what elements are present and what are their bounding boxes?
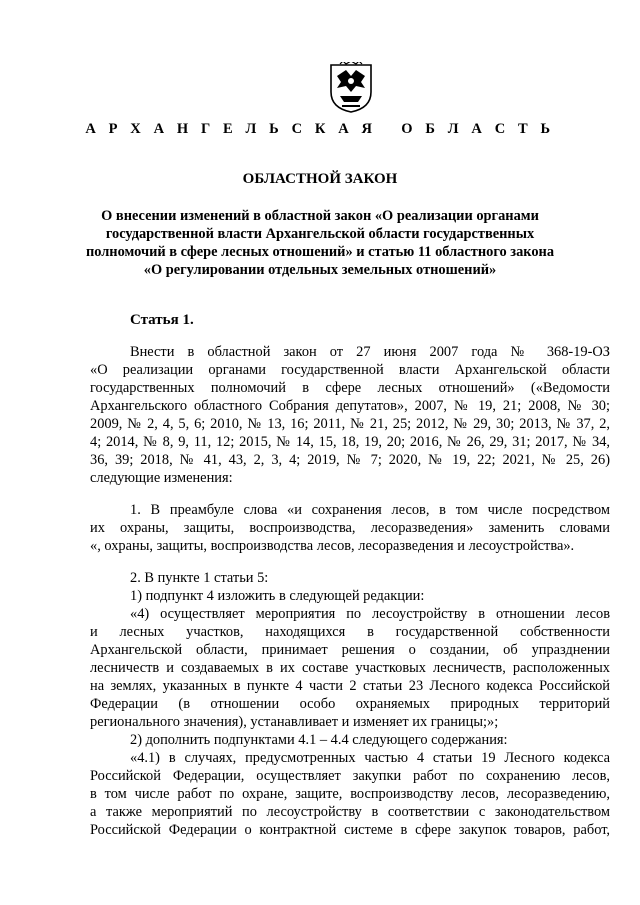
text-line: 2009, № 2, 4, 5, 6; 2010, № 13, 16; 2011, № 21, 25; 2012, № 29, 30; 2013, № 37, 2, bbox=[90, 416, 610, 432]
text-line: Федерации (в отношении особо охраняемых природных территорий bbox=[90, 696, 610, 712]
text-line: «, охраны, защиты, воспроизводства лесов, лесоразведения и лесоустройства». bbox=[90, 538, 575, 554]
text-line: Российской Федерации, осуществляет закупки работ по сохранению лесов, bbox=[90, 768, 610, 784]
amendment-item-2 bbox=[90, 569, 610, 839]
text-line: Внести в областной закон от 27 июня 2007 года № 368-19-ОЗ bbox=[130, 344, 610, 360]
text-line: следующие изменения: bbox=[90, 470, 233, 486]
text-line: 1) подпункт 4 изложить в следующей редакции: bbox=[130, 588, 425, 604]
text-line: и лесных участков, находящихся в государственной собственности bbox=[90, 624, 610, 640]
document-type: ОБЛАСТНОЙ ЗАКОН bbox=[242, 171, 398, 187]
text-line: «4) осуществляет мероприятия по лесоустройству в отношении лесов bbox=[130, 606, 610, 622]
article-intro bbox=[90, 343, 610, 487]
text-line: государственных полномочий в сфере лесных отношений» («Ведомости bbox=[90, 380, 610, 396]
text-line: а также мероприятий по лесоустройству в соответствии с законодательством bbox=[90, 804, 610, 820]
text-line: Российской Федерации о контрактной системе в сфере закупок товаров, работ, bbox=[90, 822, 610, 838]
text-line: 36, 39; 2018, № 41, 43, 2, 3, 4; 2019, № 7; 2020, № 19, 22; 2021, № 25, 26) bbox=[90, 452, 610, 468]
text-line: Архангельской области, принимает решения о создании, об упразднении bbox=[90, 642, 610, 658]
region-name: А Р Х А Н Г Е Л Ь С К А Я О Б Л А С Т Ь bbox=[85, 121, 555, 137]
text-line: «4.1) в случаях, предусмотренных частью 4 статьи 19 Лесного кодекса bbox=[130, 750, 610, 766]
title-line: О внесении изменений в областной закон «О реализации органами bbox=[101, 208, 539, 224]
text-line: 2. В пункте 1 статьи 5: bbox=[130, 570, 269, 586]
text-line: в том числе работ по охране, защите, воспроизводству лесов, лесоразведению, bbox=[90, 786, 610, 802]
title-line: «О регулировании отдельных земельных отношений» bbox=[143, 262, 497, 278]
coat-of-arms-icon bbox=[328, 62, 374, 114]
text-line: «О реализации органами государственной власти Архангельской области bbox=[90, 362, 610, 378]
article-heading: Статья 1. bbox=[130, 312, 194, 328]
law-title bbox=[0, 207, 640, 279]
text-line: 2) дополнить подпунктами 4.1 – 4.4 следующего содержания: bbox=[130, 732, 508, 748]
text-line: их охраны, защиты, воспроизводства, лесоразведения» заменить словами bbox=[90, 520, 610, 536]
text-line: 4; 2014, № 8, 9, 11, 12; 2015, № 14, 15, 18, 19, 20; 2016, № 26, 29, 31; 2017, № 34, bbox=[90, 434, 610, 450]
amendment-item-1 bbox=[90, 501, 610, 555]
text-line: на землях, указанных в пункте 4 части 2 статьи 23 Лесного кодекса Российской bbox=[90, 678, 610, 694]
text-line: 1. В преамбуле слова «и сохранения лесов, в том числе посредством bbox=[130, 502, 610, 518]
title-line: государственной власти Архангельской области государственных bbox=[105, 226, 535, 242]
text-line: регионального значения), устанавливает и изменяет их границы;»; bbox=[90, 714, 499, 730]
title-line: полномочий в сфере лесных отношений» и статью 11 областного закона bbox=[85, 244, 555, 260]
text-line: лесничеств и создаваемых в их составе участковых лесничеств, расположенных bbox=[90, 660, 610, 676]
text-line: Архангельского областного Собрания депутатов», 2007, № 19, 21; 2008, № 30; bbox=[90, 398, 610, 414]
